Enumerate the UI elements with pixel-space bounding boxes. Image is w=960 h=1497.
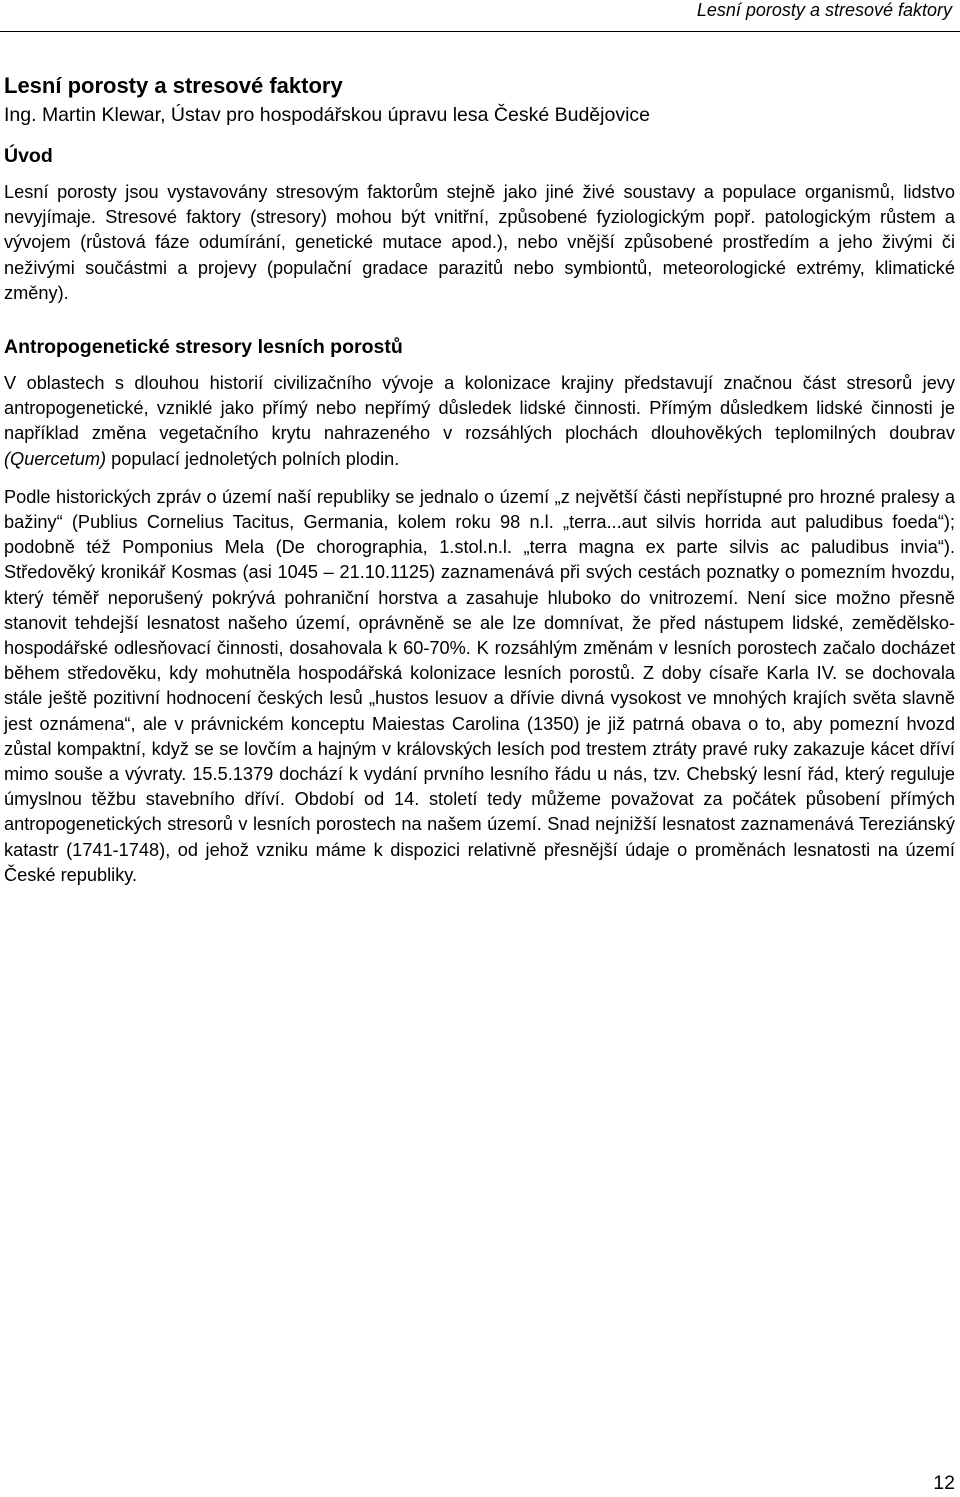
page-number: 12 [933,1472,955,1494]
author-line: Ing. Martin Klewar, Ústav pro hospodářskou úpravu lesa České Budějovice [4,104,651,126]
article-title: Lesní porosty a stresové faktory [4,73,343,98]
antropogeneticke-paragraph-1 [4,371,955,472]
running-title: Lesní porosty a stresové faktory [696,0,952,20]
running-header [0,0,960,32]
article-content [4,70,955,901]
intro-paragraph: Lesní porosty jsou vystavovány stresovým faktorům stejně jako jiné živé soustavy a populace organismů, lidstvo nevyjímaje. Stresové faktory (stresory) mohou být vnitřní, způsobené fyziologickým popř. patologickým růstem a vývojem (růstová fáze odumírání, genetické mutace apod.), nebo vnější způsobené prostředím a jeho živými či neživými součástmi a projevy (populační gradace parazitů nebo symbiontů, meteorologické extrémy, klimatické změny). [4,182,955,303]
section-heading-antropogeneticke: Antropogenetické stresory lesních porostů [4,336,403,359]
latin-term-quercetum: (Quercetum) [4,448,107,469]
paragraph-text: V oblastech s dlouhou historií civilizačního vývoje a kolonizace krajiny představují značnou část stresorů jevy antropogenetické, vzniklé jako přímý nebo nepřímý důsledek lidské činnosti. Přímým důsledkem lidské činnosti je například změna vegetačního krytu nahrazeného v rozsáhlých plochách dlouhověkých teplomilných doubrav [4,373,955,444]
antropogeneticke-paragraph-2: Podle historických zpráv o území naší republiky se jednalo o území „z největší části nepřístupné pro hrozné pralesy a bažiny“ (Publius Cornelius Tacitus, Germania, kolem roku 98 n.l. „terra...aut silvis horrida aut paludibus foeda“); podobně též Pomponius Mela (De chorographia, 1.stol.n.l. „terra magna ex parte silvis ac paludibus invia“). Středověký kronikář Kosmas (asi 1045 – 21.10.1125) zaznamenává při svých cestách poznatky o pomezním hvozdu, který téměř neporušený pokrývá pohraniční horstva a zasahuje hluboko do vnitrozemí. Není sice možno přesně stanovit tehdejší lesnatost našeho území, oprávněně se ale lze domnívat, že před nástupem lidské, zemědělsko-hospodářské odlesňovací činnosti, dosahovala k 60-70%. K rozsáhlým změnám v lesních porostech začalo docházet během středověku, kdy mohutněla hospodářská kolonizace lesních porostů. Z doby císaře Karla IV. se dochovala stále ještě pozitivní hodnocení českých lesů „hustos lesuov a dřívie divná vysokost ve mnohých krajích světa slavně jest oznámena“, ale v právnickém konceptu Maiestas Carolina (1350) je již patrná obava o to, aby pomezní hvozd zůstal kompaktní, když se se lovčím a hajným v královských lesích pod trestem ztráty pravé ruky zakazuje kácet dříví mimo souše a vývraty. 15.5.1379 dochází k vydání prvního lesního řádu u nás, tzv. Chebský lesní řád, který reguluje úmyslnou těžbu stavebního dříví. Období od 14. století tedy můžeme považovat za počátek působení přímých antropogenetických stresorů v lesních porostech na našem území. Snad nejnižší lesnatost zaznamenává Tereziánský katastr (1741-1748), od jehož vzniku máme k dispozici relativně přesnější údaje o proměnách lesnatosti na území České republiky. [4,486,955,885]
paragraph-text: populací jednoletých polních plodin. [106,448,400,469]
section-heading-uvod: Úvod [4,145,53,167]
